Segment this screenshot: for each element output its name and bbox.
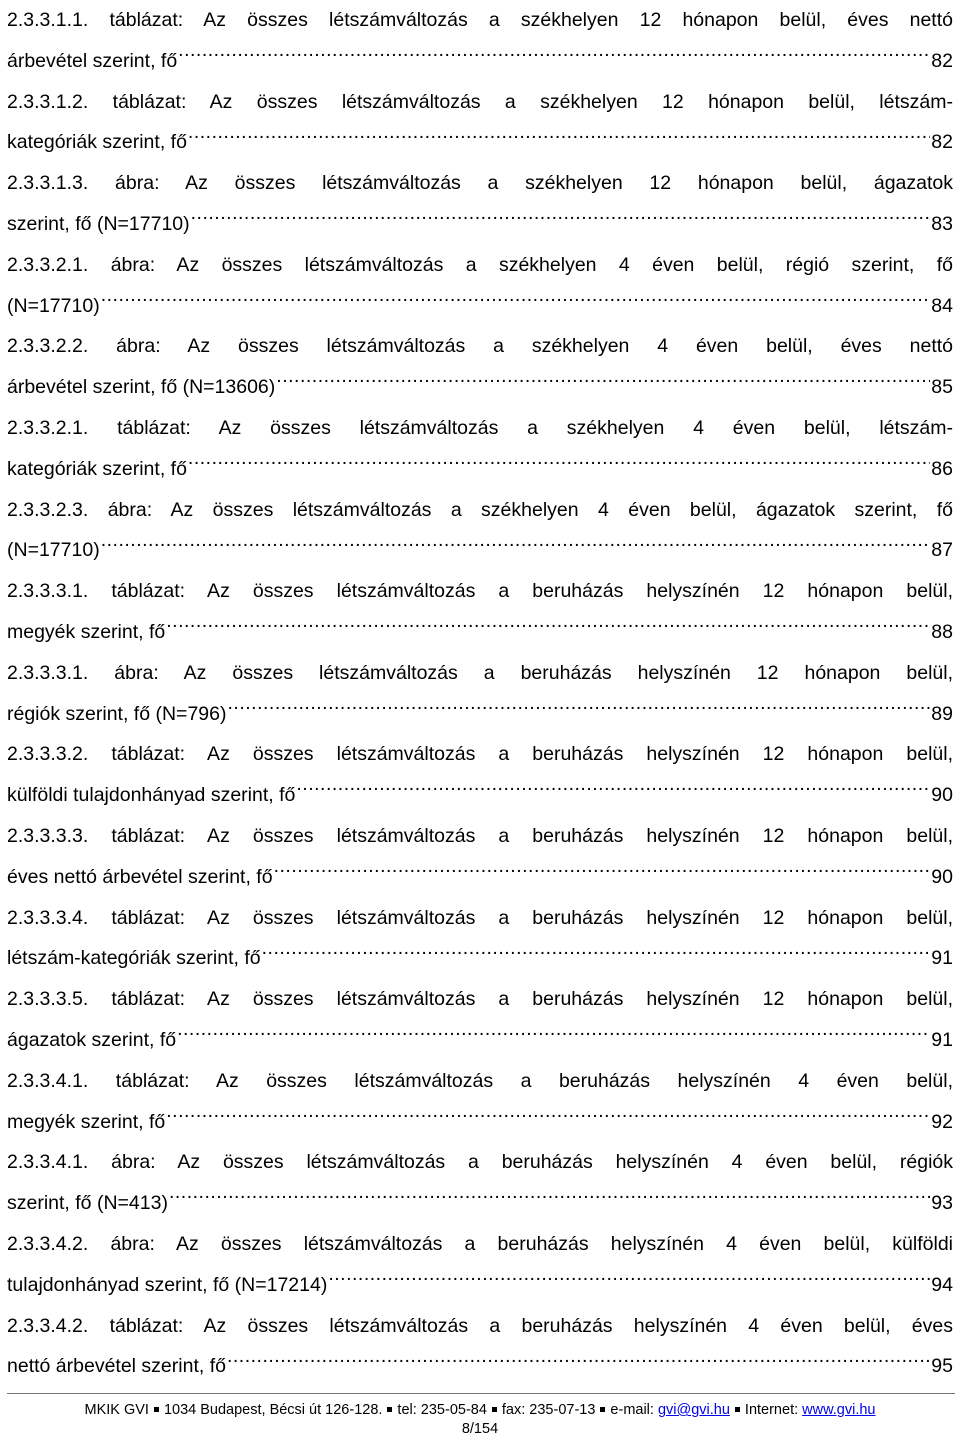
toc-page-number[interactable]: 88 bbox=[931, 620, 953, 643]
footer-address: 1034 Budapest, Bécsi út 126-128. bbox=[163, 1402, 383, 1418]
toc-entry[interactable] bbox=[7, 490, 953, 572]
toc-entry-title-end: tulajdonhányad szerint, fő (N=17214) bbox=[7, 1273, 328, 1296]
toc-entry-continuation bbox=[7, 41, 953, 82]
toc-entry-continuation bbox=[7, 775, 953, 816]
toc-page-number[interactable]: 85 bbox=[931, 376, 953, 399]
toc-entry-title-end: szerint, fő (N=413) bbox=[7, 1192, 168, 1215]
dot-leader bbox=[276, 374, 930, 394]
toc-entry-title: 2.3.3.4.2. táblázat: Az összes létszámváltozás a beruházás helyszínén 4 éven belül, éves bbox=[7, 1314, 953, 1337]
dot-leader bbox=[169, 1190, 930, 1210]
toc-entry-continuation bbox=[7, 367, 953, 408]
toc-entry[interactable] bbox=[7, 245, 953, 327]
footer-tel: tel: 235-05-84 bbox=[397, 1402, 487, 1418]
dot-leader bbox=[227, 700, 930, 720]
toc-entry-title-end: árbevétel szerint, fő bbox=[7, 49, 178, 72]
toc-page-number[interactable]: 91 bbox=[931, 1028, 953, 1051]
toc-entry-title-end: megyék szerint, fő bbox=[7, 1110, 166, 1133]
toc-entry-continuation bbox=[7, 1265, 953, 1306]
toc-entry-title: 2.3.3.1.2. táblázat: Az összes létszámváltozás a székhelyen 12 hónapon belül, létszám- bbox=[7, 90, 953, 113]
toc-entry-title-end: (N=17710) bbox=[7, 539, 100, 562]
toc-entry-title-end: árbevétel szerint, fő (N=13606) bbox=[7, 376, 276, 399]
toc-page-number[interactable]: 84 bbox=[931, 294, 953, 317]
toc-entry[interactable] bbox=[7, 653, 953, 735]
toc-entry-title-end: megyék szerint, fő bbox=[7, 620, 166, 643]
footer-email-link[interactable]: gvi@gvi.hu bbox=[657, 1402, 730, 1418]
bullet-separator-icon bbox=[154, 1407, 159, 1412]
toc-entry[interactable] bbox=[7, 571, 953, 653]
toc-entry-title: 2.3.3.1.1. táblázat: Az összes létszámváltozás a székhelyen 12 hónapon belül, éves nettó bbox=[7, 9, 953, 31]
dot-leader bbox=[166, 1108, 930, 1128]
toc-entry-continuation bbox=[7, 449, 953, 490]
toc-entry[interactable] bbox=[7, 408, 953, 490]
dot-leader bbox=[227, 1353, 930, 1373]
toc-entry-continuation bbox=[7, 694, 953, 735]
toc-page-number[interactable]: 89 bbox=[931, 702, 953, 725]
dot-leader bbox=[188, 455, 930, 475]
toc-entry-title: 2.3.3.3.1. ábra: Az összes létszámváltozás a beruházás helyszínén 12 hónapon belül, bbox=[7, 661, 953, 684]
toc-entry-title: 2.3.3.4.2. ábra: Az összes létszámváltozás a beruházás helyszínén 4 éven belül, külföldi bbox=[7, 1232, 953, 1255]
footer-website-link[interactable]: www.gvi.hu bbox=[802, 1402, 876, 1418]
toc-entry-title: 2.3.3.3.4. táblázat: Az összes létszámváltozás a beruházás helyszínén 12 hónapon belül, bbox=[7, 906, 953, 929]
toc-entry-title: 2.3.3.2.3. ábra: Az összes létszámváltozás a székhelyen 4 éven belül, ágazatok szerint, fő bbox=[7, 498, 953, 521]
toc-entry-title-end: létszám-kategóriák szerint, fő bbox=[7, 947, 261, 970]
toc-entry-continuation bbox=[7, 612, 953, 653]
toc-page-number[interactable]: 90 bbox=[931, 865, 953, 888]
toc-page-number[interactable]: 93 bbox=[931, 1192, 953, 1215]
bullet-separator-icon bbox=[387, 1407, 392, 1412]
toc-entry-title-end: nettó árbevétel szerint, fő bbox=[7, 1355, 226, 1378]
toc-entry-continuation bbox=[7, 286, 953, 327]
dot-leader bbox=[191, 210, 931, 230]
toc-entry-title-end: kategóriák szerint, fő bbox=[7, 131, 187, 154]
toc-page-number[interactable]: 87 bbox=[931, 539, 953, 562]
toc-entry-title: 2.3.3.1.3. ábra: Az összes létszámváltozás a székhelyen 12 hónapon belül, ágazatok bbox=[7, 172, 953, 195]
toc-entry[interactable] bbox=[7, 1306, 953, 1388]
bullet-separator-icon bbox=[492, 1407, 497, 1412]
toc-entry-title: 2.3.3.4.1. ábra: Az összes létszámváltozás a beruházás helyszínén 4 éven belül, régiók bbox=[7, 1151, 953, 1174]
dot-leader bbox=[274, 863, 931, 883]
toc-entry-title-end: ágazatok szerint, fő bbox=[7, 1028, 177, 1051]
footer-internet-label: Internet: bbox=[744, 1402, 799, 1418]
page-footer bbox=[0, 1401, 960, 1420]
toc-entry[interactable] bbox=[7, 1224, 953, 1306]
toc-entry[interactable] bbox=[7, 82, 953, 164]
toc-entry[interactable] bbox=[7, 898, 953, 980]
dot-leader bbox=[178, 47, 930, 67]
toc-entry-continuation bbox=[7, 1183, 953, 1224]
toc-entry[interactable] bbox=[7, 1061, 953, 1143]
toc-entry-title: 2.3.3.4.1. táblázat: Az összes létszámváltozás a beruházás helyszínén 4 éven belül, bbox=[7, 1069, 953, 1092]
toc-entry-title-end: szerint, fő (N=17710) bbox=[7, 212, 190, 235]
dot-leader bbox=[101, 292, 931, 312]
toc-entry-continuation bbox=[7, 204, 953, 245]
toc-entry[interactable] bbox=[7, 163, 953, 245]
toc-entry-title-end: (N=17710) bbox=[7, 294, 100, 317]
toc-page-number[interactable]: 95 bbox=[931, 1355, 953, 1378]
dot-leader bbox=[328, 1271, 930, 1291]
toc-entry[interactable] bbox=[7, 1142, 953, 1224]
toc-entry-title-end: külföldi tulajdonhányad szerint, fő bbox=[7, 784, 296, 807]
toc-page-number[interactable]: 82 bbox=[931, 49, 953, 72]
toc-entry-title-end: régiók szerint, fő (N=796) bbox=[7, 702, 227, 725]
page-number: 8/154 bbox=[461, 1421, 499, 1437]
table-of-contents bbox=[7, 0, 953, 1387]
toc-page-number[interactable]: 82 bbox=[931, 131, 953, 154]
toc-entry-continuation bbox=[7, 857, 953, 898]
dot-leader bbox=[166, 618, 930, 638]
dot-leader bbox=[101, 537, 931, 557]
toc-entry[interactable] bbox=[7, 0, 953, 82]
bullet-separator-icon bbox=[600, 1407, 605, 1412]
footer-divider bbox=[7, 1393, 955, 1394]
toc-entry[interactable] bbox=[7, 326, 953, 408]
toc-entry-continuation bbox=[7, 1346, 953, 1387]
toc-entry-title-end: kategóriák szerint, fő bbox=[7, 457, 187, 480]
dot-leader bbox=[188, 129, 930, 149]
toc-entry-title: 2.3.3.2.1. ábra: Az összes létszámváltozás a székhelyen 4 éven belül, régió szerint, fő bbox=[7, 253, 953, 276]
toc-page-number[interactable]: 92 bbox=[931, 1110, 953, 1133]
dot-leader bbox=[262, 945, 931, 965]
toc-entry-title: 2.3.3.3.2. táblázat: Az összes létszámváltozás a beruházás helyszínén 12 hónapon belül, bbox=[7, 743, 953, 766]
toc-entry-title: 2.3.3.2.1. táblázat: Az összes létszámváltozás a székhelyen 4 éven belül, létszám- bbox=[7, 416, 953, 439]
toc-entry-title-end: éves nettó árbevétel szerint, fő bbox=[7, 865, 273, 888]
toc-entry-title: 2.3.3.2.2. ábra: Az összes létszámváltozás a székhelyen 4 éven belül, éves nettó bbox=[7, 335, 953, 358]
toc-entry-continuation bbox=[7, 1102, 953, 1143]
toc-page-number[interactable]: 90 bbox=[931, 784, 953, 807]
toc-entry-title: 2.3.3.3.3. táblázat: Az összes létszámváltozás a beruházás helyszínén 12 hónapon belül, bbox=[7, 824, 953, 847]
footer-org: MKIK GVI bbox=[84, 1402, 149, 1418]
footer-fax: fax: 235-07-13 bbox=[501, 1402, 596, 1418]
footer-email-label: e-mail: bbox=[610, 1402, 654, 1418]
toc-entry-continuation bbox=[7, 938, 953, 979]
toc-entry[interactable] bbox=[7, 816, 953, 898]
toc-page-number[interactable]: 94 bbox=[931, 1273, 953, 1296]
toc-page-number[interactable]: 83 bbox=[931, 212, 953, 235]
toc-page-number[interactable]: 86 bbox=[931, 457, 953, 480]
dot-leader bbox=[177, 1026, 930, 1046]
toc-entry[interactable] bbox=[7, 734, 953, 816]
toc-page-number[interactable]: 91 bbox=[931, 947, 953, 970]
toc-entry-continuation bbox=[7, 122, 953, 163]
dot-leader bbox=[296, 782, 930, 802]
toc-entry-continuation bbox=[7, 1020, 953, 1061]
toc-entry-title: 2.3.3.3.1. táblázat: Az összes létszámváltozás a beruházás helyszínén 12 hónapon belül, bbox=[7, 580, 953, 603]
toc-entry[interactable] bbox=[7, 979, 953, 1061]
bullet-separator-icon bbox=[735, 1407, 740, 1412]
toc-entry-continuation bbox=[7, 530, 953, 571]
toc-entry-title: 2.3.3.3.5. táblázat: Az összes létszámváltozás a beruházás helyszínén 12 hónapon belül, bbox=[7, 988, 953, 1011]
